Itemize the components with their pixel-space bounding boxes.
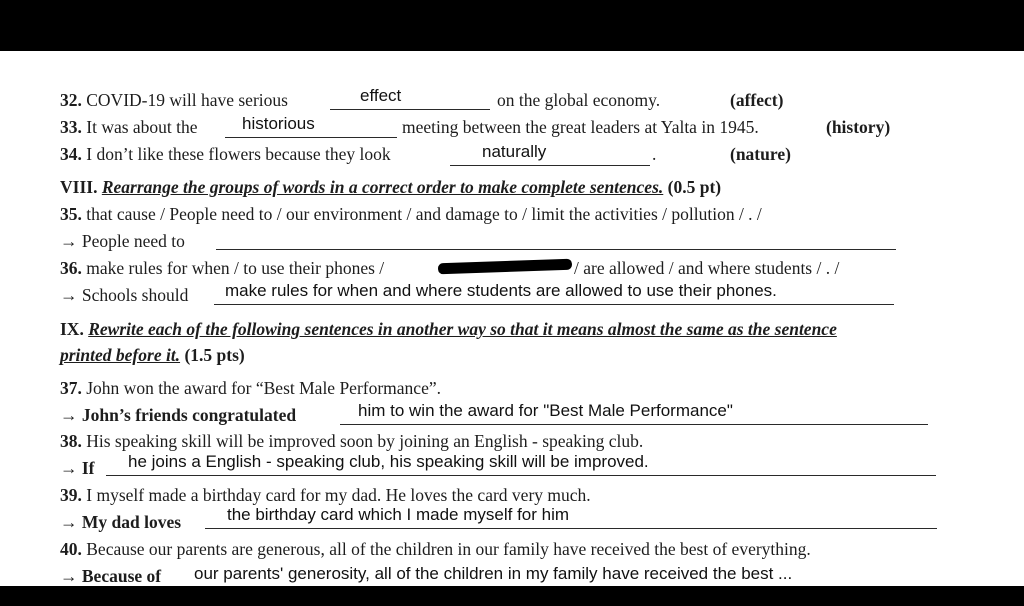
question-33-after: meeting between the great leaders at Yalta in 1945.: [402, 117, 759, 137]
answer-text: make rules for when and where students are allowed to use their phones.: [225, 283, 777, 300]
answer-text: he joins a English - speaking club, his speaking skill will be improved.: [128, 454, 649, 471]
answer-blank-40[interactable]: [182, 566, 934, 588]
question-text: His speaking skill will be improved soon by joining an English - speaking club.: [86, 431, 644, 451]
prompt-39: → My dad loves: [60, 512, 182, 532]
question-32: [60, 89, 288, 111]
question-32-after: on the global economy.: [497, 90, 661, 110]
section-instruction: Rewrite each of the following sentences in another way so that it means almost the same as the sentence: [88, 319, 837, 339]
section-9-heading-line2: [60, 344, 245, 366]
section-instruction: printed before it.: [60, 345, 181, 365]
answer-text: our parents' generosity, all of the children in my family have received the best ...: [194, 566, 793, 583]
question-text: It was about the: [86, 117, 198, 137]
question-number: 32.: [60, 90, 82, 110]
answer-text: him to win the award for "Best Male Performance": [358, 403, 733, 420]
answer-blank-36[interactable]: [214, 283, 894, 305]
question-34-after: .: [652, 144, 657, 164]
question-number: 35.: [60, 204, 82, 224]
section-instruction: Rearrange the groups of words in a correct order to make complete sentences.: [101, 177, 664, 197]
top-black-bar: [0, 0, 1024, 51]
section-number: IX.: [60, 319, 84, 339]
question-text: that cause / People need to / our environment / and damage to / limit the activities / pollution / . /: [86, 204, 762, 224]
answer-blank-34[interactable]: [450, 144, 650, 166]
question-35: [60, 203, 762, 225]
question-text: I myself made a birthday card for my dad. He loves the card very much.: [86, 485, 591, 505]
question-text: I don’t like these flowers because they look: [86, 144, 391, 164]
answer-text: the birthday card which I made myself for him: [227, 507, 570, 524]
question-text: COVID-19 will have serious: [86, 90, 288, 110]
answer-text: historious: [242, 116, 315, 133]
question-number: 39.: [60, 485, 82, 505]
word-hint-34: (nature): [730, 144, 791, 164]
answer-blank-32[interactable]: [330, 88, 490, 110]
question-33: [60, 116, 198, 138]
answer-text: effect: [360, 88, 402, 105]
question-number: 37.: [60, 378, 82, 398]
question-40: [60, 538, 811, 560]
section-points: (1.5 pts): [184, 345, 245, 365]
question-text: John won the award for “Best Male Performance”.: [86, 378, 441, 398]
answer-blank-39[interactable]: [205, 507, 937, 529]
answer-blank-37[interactable]: [340, 403, 928, 425]
question-number: 40.: [60, 539, 82, 559]
bottom-black-bar: [0, 586, 1024, 606]
section-8-heading: [60, 176, 721, 198]
question-number: 34.: [60, 144, 82, 164]
question-39: [60, 484, 591, 506]
prompt-36: → Schools should: [60, 285, 189, 305]
answer-blank-33[interactable]: [225, 116, 397, 138]
section-points: (0.5 pt): [667, 177, 722, 197]
question-36-after: / are allowed / and where students / . /: [574, 258, 840, 278]
question-number: 38.: [60, 431, 82, 451]
question-36: [60, 257, 384, 279]
question-34: [60, 143, 391, 165]
question-text: make rules for when / to use their phones /: [86, 258, 385, 278]
section-number: VIII.: [60, 177, 98, 197]
answer-blank-35[interactable]: [216, 228, 896, 250]
answer-text: naturally: [482, 144, 547, 161]
prompt-40: → Because of: [60, 566, 162, 586]
word-hint-32: (affect): [730, 90, 784, 110]
question-number: 36.: [60, 258, 82, 278]
prompt-38: → If: [60, 458, 95, 478]
redaction-mark: [438, 259, 572, 275]
question-text: Because our parents are generous, all of the children in our family have received the best of everything.: [86, 539, 811, 559]
prompt-37: → John’s friends congratulated: [60, 405, 297, 425]
word-hint-33: (history): [826, 117, 891, 137]
prompt-35: → People need to: [60, 231, 185, 251]
section-9-heading: [60, 318, 837, 340]
question-38: [60, 430, 643, 452]
answer-blank-38[interactable]: [106, 454, 936, 476]
question-number: 33.: [60, 117, 82, 137]
question-37: [60, 377, 441, 399]
